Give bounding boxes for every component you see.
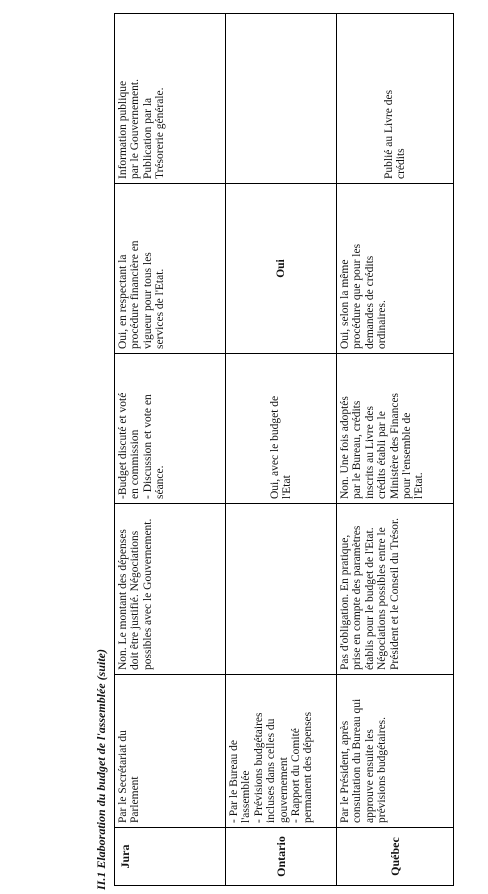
cell-vote: [226, 354, 337, 504]
cell-line: Trésorerie générale.: [154, 87, 167, 179]
cell-procedure: [337, 184, 454, 354]
cell-line: Oui, selon la même: [339, 259, 351, 349]
budget-table: [114, 13, 454, 886]
cell-procedure: [115, 184, 226, 354]
cell-line: pour l'ensemble de: [401, 412, 414, 499]
cell-line: Négociations possibles entre le: [376, 527, 389, 670]
province-label: Ontario: [273, 836, 288, 877]
province-label: Jura: [118, 844, 132, 869]
province-cell: [226, 828, 337, 886]
cell-line: Information publique: [117, 80, 129, 179]
cell-line: ordinaires.: [376, 300, 389, 349]
cell-line: Pas d'obligation. En pratique,: [339, 534, 351, 670]
cell-line: l'assemblée: [240, 770, 253, 823]
cell-line: établis pour le budget de l'Etat.: [363, 527, 376, 670]
cell-line: Président et le Conseil du Trésor.: [388, 517, 401, 670]
cell-procedure: [226, 184, 337, 354]
cell-negotiation: [337, 504, 454, 675]
cell-line: possibles avec le Gouvernement.: [141, 518, 154, 670]
cell-line: prise en compte des paramètres: [351, 525, 364, 670]
cell-vote: [115, 354, 226, 504]
cell-line: séance.: [154, 465, 167, 499]
cell-line: - Rapport du Comité: [290, 728, 303, 823]
cell-line: l'Etat: [281, 475, 293, 499]
cell-line: par le Bureau, crédits: [351, 400, 364, 499]
cell-negotiation: [115, 504, 226, 675]
cell-publication: [115, 14, 226, 184]
cell-line: crédits: [395, 148, 407, 179]
cell-negotiation: [226, 504, 337, 675]
cell-line: crédits établi par le: [376, 411, 389, 499]
cell-line: l'Etat.: [413, 472, 426, 499]
cell-publication: [226, 14, 337, 184]
cell-line: Parlement: [129, 776, 142, 823]
table-row-jura: [115, 14, 226, 886]
cell-line: Non. Le montant des dépenses: [117, 529, 129, 670]
cell-line: Publication par la: [141, 97, 154, 179]
cell-preparation: [115, 675, 226, 828]
cell-line: - Prévisions budgétaires: [252, 712, 265, 823]
cell-line: demandes de crédits: [363, 255, 376, 349]
cell-line: incluses dans celles du: [265, 718, 278, 823]
cell-line: Non. Une fois adoptés: [339, 396, 351, 499]
cell-line: doit être justifié. Négociations: [129, 530, 142, 670]
cell-line: consultation du Bureau qui: [351, 698, 364, 823]
section-heading: II.1 Elaboration du budget de l'assemblée (suite): [94, 648, 108, 890]
cell-line: Oui: [274, 259, 287, 278]
cell-line: Par le Président, après: [339, 720, 351, 823]
table-row-ontario: [226, 14, 337, 886]
cell-line: vigueur pour tous les: [141, 252, 154, 349]
cell-line: services de l'Etat.: [154, 268, 167, 349]
province-cell: [337, 828, 454, 886]
cell-line: Par le Secrétariat du: [117, 730, 129, 823]
province-label: Québec: [387, 837, 402, 876]
cell-line: Oui, en respectant la: [117, 254, 129, 349]
cell-line: Ministère des Finances: [388, 392, 401, 499]
cell-publication: [337, 14, 454, 184]
cell-line: - Par le Bureau de: [228, 739, 240, 823]
province-cell: [115, 828, 226, 886]
cell-line: gouvernement: [277, 757, 290, 823]
cell-line: procédure que pour les: [351, 243, 364, 349]
cell-line: prévisions budgétaires.: [376, 716, 389, 823]
cell-line: Publié au Livre des: [382, 89, 395, 179]
cell-preparation: [226, 675, 337, 828]
cell-vote: [337, 354, 454, 504]
cell-line: - Discussion et vote en: [141, 394, 154, 499]
cell-line: -Budget discuté et voté: [117, 392, 129, 499]
cell-line: approuve ensuite les: [363, 729, 376, 823]
cell-line: Oui, avec le budget de: [268, 395, 281, 499]
cell-line: inscrits au Livre des: [363, 406, 376, 499]
cell-line: par le Gouvernement.: [129, 79, 142, 179]
table-row-quebec: [337, 14, 454, 886]
cell-preparation: [337, 675, 454, 828]
cell-line: en commission: [129, 429, 142, 499]
cell-line: permanent des dépenses: [302, 711, 315, 823]
cell-line: procédure financière en: [129, 240, 142, 349]
